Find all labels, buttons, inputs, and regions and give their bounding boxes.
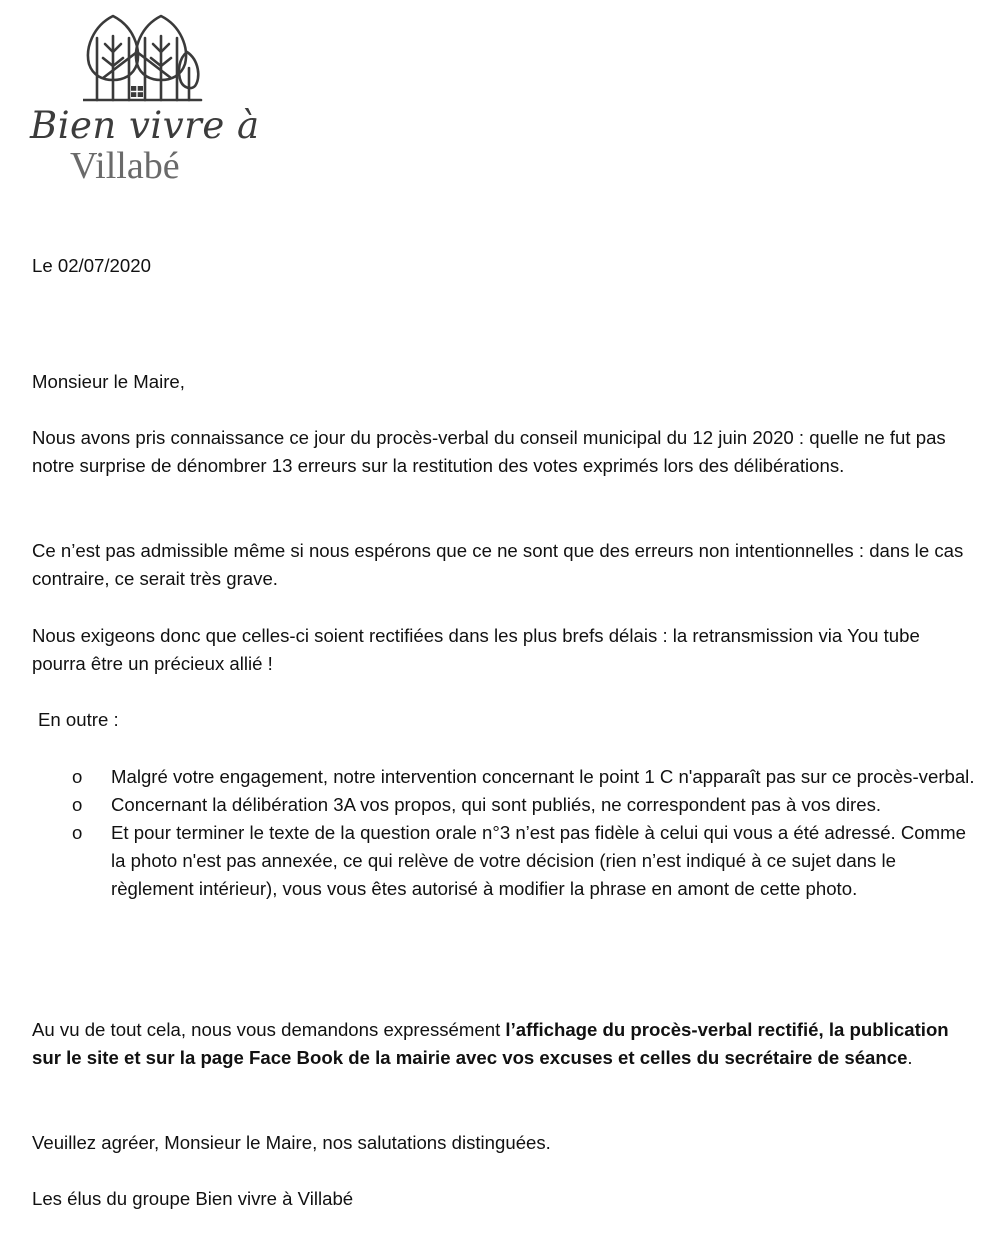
paragraph-3: Nous exigeons donc que celles-ci soient rectifiées dans les plus brefs délais : la retransmission via You tube pourra être un précieux allié ! [32,625,920,674]
list-item [32,763,977,791]
list-item-text: Et pour terminer le texte de la question orale n°3 n’est pas fidèle à celui qui vous a été adressé. Comme la photo n'est pas annexée, ce qui relève de votre décision (rien n’est indiqué à ce sujet dans le règlement intérieur), vous vous êtes autorisé à modifier la phrase en amont de cette photo. [111,822,966,899]
list-item-text: Concernant la délibération 3A vos propos, qui sont publiés, ne correspondent pas à vos dires. [111,794,882,815]
bullet-icon: o [72,822,83,843]
house-trees-icon [83,12,203,104]
bullet-icon: o [72,794,83,815]
paragraph-4 [32,1016,977,1072]
paragraph-1: Nous avons pris connaissance ce jour du procès-verbal du conseil municipal du 12 juin 2020 : quelle ne fut pas notre surprise de dénombrer 13 erreurs sur la restitution des votes exprimés lors des délibérations. [32,427,946,476]
closing: Veuillez agréer, Monsieur le Maire, nos salutations distinguées. [32,1132,551,1153]
en-outre-heading: En outre : [38,709,119,730]
salutation: Monsieur le Maire, [32,371,185,392]
paragraph-4-intro: Au vu de tout cela, nous vous demandons expressément [32,1019,506,1040]
paragraph-4-end: . [907,1047,913,1068]
signature: Les élus du groupe Bien vivre à Villabé [32,1188,354,1209]
paragraph-2: Ce n’est pas admissible même si nous espérons que ce ne sont que des erreurs non intentionnelles : dans le cas contraire, ce serait très grave. [32,540,964,589]
bullet-icon: o [72,766,83,787]
logo-text-line1: Bien vivre à [30,104,260,147]
letter-date: Le 02/07/2020 [32,255,151,276]
paragraph-4-demand: l’affichage du procès-verbal rectifié, la publication sur le site et sur la page Face Book de la mairie avec vos excuses et celles du secrétaire de séance [32,1019,949,1068]
list-item [32,791,977,819]
list-item-text: Malgré votre engagement, notre intervention concernant le point 1 C n'apparaît pas sur ce procès-verbal. [111,766,975,787]
logo-text-line2: Villabé [70,145,180,187]
list-item [32,819,977,903]
logo [28,12,260,190]
points-list [32,763,977,903]
